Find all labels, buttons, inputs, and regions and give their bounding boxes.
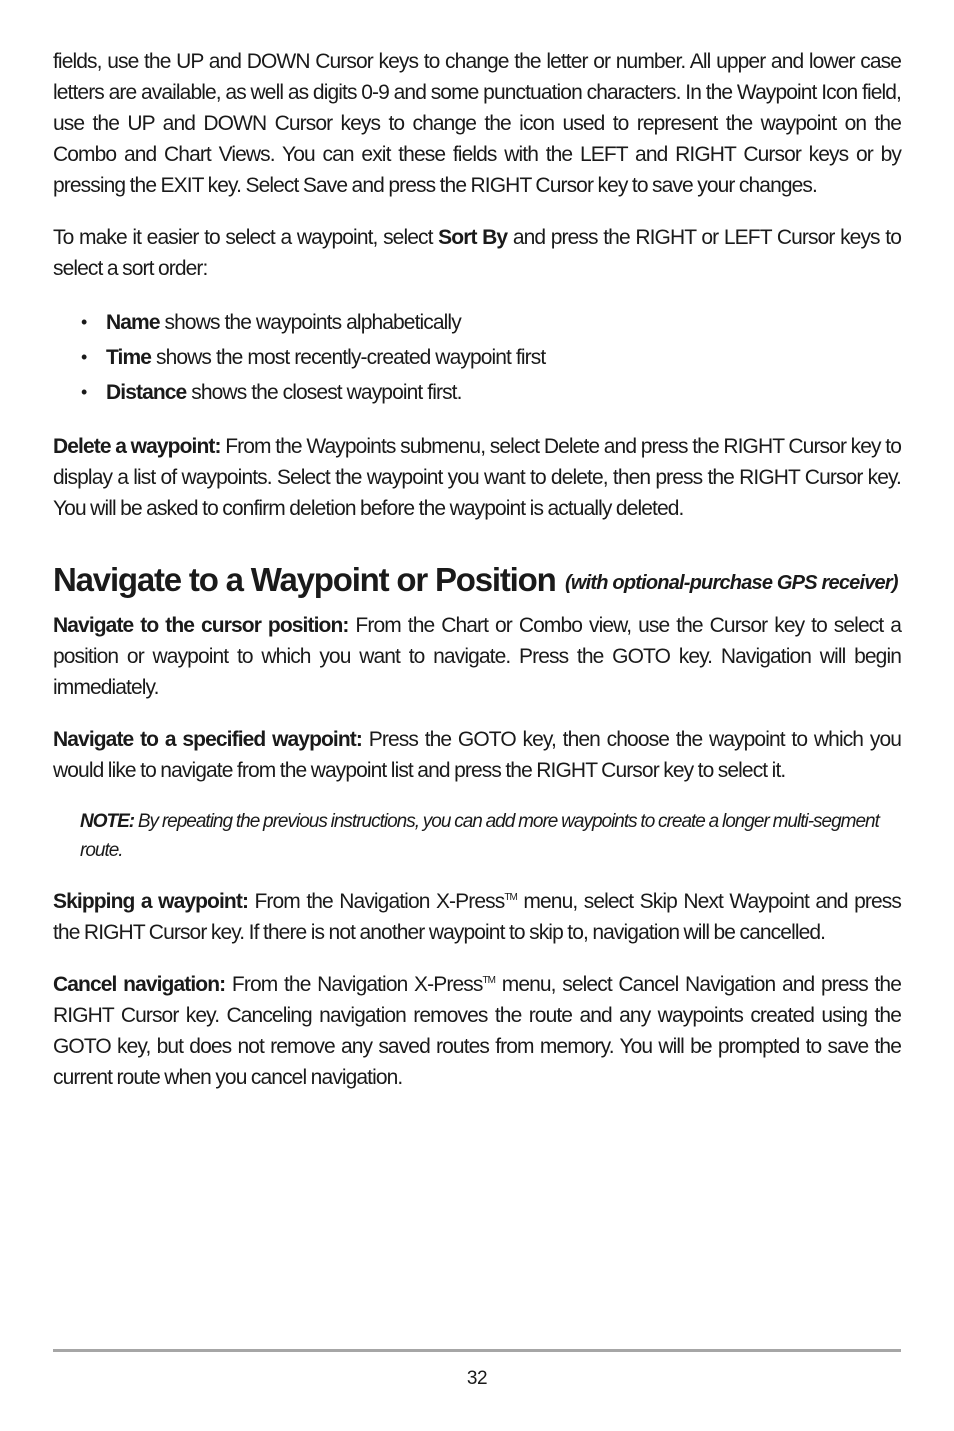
navigate-cursor-heading: Navigate to the cursor position: [53,614,349,637]
list-item [53,340,901,375]
footer-divider [53,1349,901,1352]
intro-paragraph: fields, use the UP and DOWN Cursor keys to change the letter or number. All upper and lower case letters are available, as well as digits 0-9 and some punctuation characters. In the Waypoint Icon field, use the UP and DOWN Cursor keys to change the icon used to represent the waypoint on the Combo and Chart Views. You can exit these fields with the LEFT and RIGHT Cursor keys or by pressing the EXIT key. Select Save and press the RIGHT Cursor key to save your changes. [53,50,901,197]
cancel-navigation-text-after: menu, select Cancel Navigation and press the RIGHT Cursor key. Canceling navigation removes the route and any waypoints created using the GOTO key, but does not remove any saved routes from memory. You will be prompted to save the current route when you cancel navigation. [53,973,901,1089]
navigate-cursor-paragraph [53,610,901,703]
trademark-mark: TM [482,975,496,986]
sort-option-text: shows the closest waypoint first. [186,381,462,404]
cancel-navigation-heading: Cancel navigation: [53,973,226,996]
sort-by-paragraph [53,222,901,284]
sort-options-list [53,305,901,410]
delete-waypoint-heading: Delete a waypoint: [53,435,221,458]
bullet-icon: • [81,347,87,367]
delete-waypoint-paragraph [53,431,901,524]
skip-waypoint-heading: Skipping a waypoint: [53,890,249,913]
navigate-cursor-text: From the Chart or Combo view, use the Cursor key to select a position or waypoint to which you want to navigate. Press the GOTO key. Navigation will begin immediately. [53,614,901,699]
delete-waypoint-text: From the Waypoints submenu, select Delete and press the RIGHT Cursor key to display a list of waypoints. Select the waypoint you want to delete, then press the RIGHT Cursor key. You will be asked to confirm deletion before the waypoint is actually deleted. [53,435,901,520]
trademark-mark: TM [504,892,517,903]
section-title: Navigate to a Waypoint or Position [53,561,556,598]
sort-option-text: shows the waypoints alphabetically [159,311,461,334]
sort-option-term: Name [106,311,160,334]
cancel-navigation-paragraph [53,969,901,1093]
sort-by-term: Sort By [438,226,508,249]
skip-waypoint-text-after: menu, select Skip Next Waypoint and press the RIGHT Cursor key. If there is not another waypoint to skip to, navigation will be cancelled. [53,890,901,944]
note-text: By repeating the previous instructions, you can add more waypoints to create a longer multi-segment route. [80,811,879,861]
sort-option-term: Distance [106,381,187,404]
sort-option-term: Time [106,346,152,369]
skip-waypoint-text-before: From the Navigation X-Press [248,890,505,913]
section-heading [53,558,901,610]
skip-waypoint-paragraph [53,886,901,948]
list-item [53,375,901,410]
bullet-icon: • [81,382,87,402]
cancel-navigation-text-before: From the Navigation X-Press [225,973,483,996]
section-subtitle: (with optional-purchase GPS receiver) [565,572,898,594]
page-number: 32 [466,1368,488,1389]
navigate-waypoint-heading: Navigate to a specified waypoint: [53,728,362,751]
note-label: NOTE: [80,811,135,832]
page-content [53,46,901,1093]
sort-by-text-after: and press the RIGHT or LEFT Cursor keys to select a sort order: [53,226,901,280]
list-item [53,305,901,340]
navigate-waypoint-text: Press the GOTO key, then choose the waypoint to which you would like to navigate from the waypoint list and press the RIGHT Cursor key to select it. [53,728,902,782]
sort-option-text: shows the most recently-created waypoint first [151,346,546,369]
navigate-waypoint-paragraph [53,724,901,786]
bullet-icon: • [81,312,87,332]
sort-by-text-before: To make it easier to select a waypoint, select [53,226,439,249]
note-paragraph [53,807,901,865]
